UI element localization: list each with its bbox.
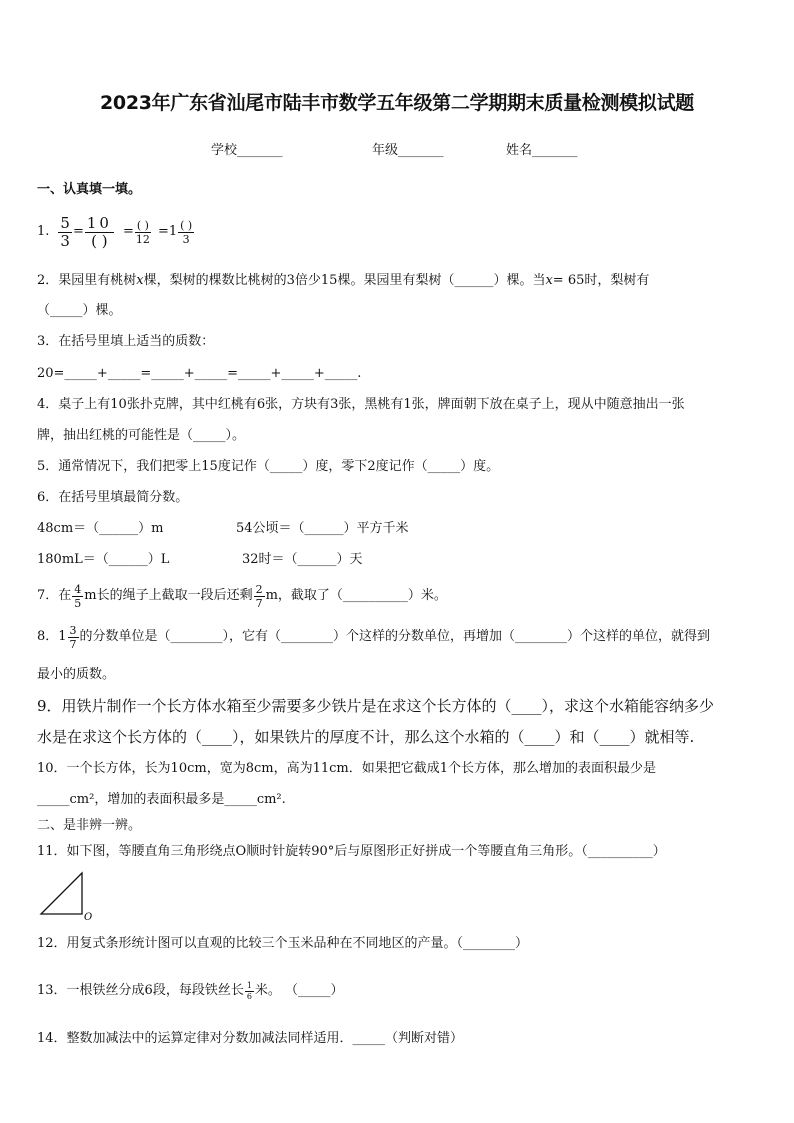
question-9-line-2: 水是在求这个长方体的（____），如果铁片的厚度不计，那么这个水箱的（____）和（____）就相等. <box>37 728 695 746</box>
question-3-line-2: 20=_____+_____=_____+_____=_____+_____+_____. <box>37 366 362 381</box>
q1-number: 1. <box>37 224 50 239</box>
q1-equals-1: = <box>72 224 84 239</box>
question-12: 12．用复式条形统计图可以直观的比较三个玉米品种在不同地区的产量。（________） <box>37 936 529 951</box>
question-2-line-1: 2．果园里有桃树x棵，梨树的棵数比桃树的3倍少15棵。果园里有梨树（______）棵。当x= 65时，梨树有 <box>37 273 650 288</box>
question-6-heading: 6．在括号里填最简分数。 <box>37 490 189 505</box>
q1-fraction-3: $\frac{( )}{12}$ <box>135 218 150 246</box>
question-5: 5．通常情况下，我们把零上15度记作（_____）度，零下2度记作（_____）度。 <box>37 459 500 474</box>
question-8-line-1: 8．1 $\frac{3}{7}$ 的分数单位是（________），它有（________）个这样的分数单位，再增加（________）个这样的单位，就得到 <box>37 623 711 651</box>
question-4-line-2: 牌，抽出红桃的可能性是（_____）。 <box>37 428 246 443</box>
question-6-item-1: 48cm＝（______）m <box>37 521 164 536</box>
question-6-item-4: 32时＝（______）天 <box>242 552 363 567</box>
q1-fraction-1: $\frac{5}{3}$ <box>60 213 70 250</box>
question-7: 7．在 $\frac{4}{5}$ m长的绳子上截取一段后还剩 $\frac{2}{7}$ m，截取了（__________）米。 <box>37 582 447 610</box>
question-9-line-1: 9．用铁片制作一个长方体水箱至少需要多少铁片是在求这个长方体的（____），求这个水箱能容纳多少 <box>37 697 715 715</box>
q13-fraction: $\frac{1}{6}$ <box>246 980 252 1001</box>
question-4-line-1: 4．桌子上有10张扑克牌，其中红桃有6张，方块有3张，黑桃有1张，牌面朝下放在桌子上，现从中随意抽出一张 <box>37 397 685 412</box>
q1-fraction-2: $\frac{10}{( )}$ <box>86 213 112 250</box>
right-triangle-figure <box>38 870 98 922</box>
q1-equals-3: =1 <box>157 224 178 239</box>
question-2-line-2: （_____）棵。 <box>37 303 122 318</box>
question-6-item-2: 54公顷＝（______）平方千米 <box>236 521 409 536</box>
question-14: 14．整数加减法中的运算定律对分数加减法同样适用．_____（判断对错） <box>37 1031 464 1046</box>
question-11: 11．如下图，等腰直角三角形绕点O顺时针旋转90°后与原图形正好拼成一个等腰直角三角形。（__________） <box>37 844 666 859</box>
section-1-heading: 一、认真填一填。 <box>37 182 142 197</box>
q7-fraction-1: $\frac{4}{5}$ <box>74 582 82 610</box>
question-6-item-3: 180mL＝（______）L <box>37 552 170 567</box>
q1-equals-2: = <box>122 224 134 239</box>
section-2-heading: 二、是非辨一辨。 <box>37 818 142 833</box>
point-o-label: O <box>84 912 93 922</box>
question-13: 13．一根铁丝分成6段，每段铁丝长 $\frac{1}{6}$ 米。 （_____） <box>37 980 344 1001</box>
page-title: 2023年广东省汕尾市陆丰市数学五年级第二学期期末质量检测模拟试题 <box>100 92 694 114</box>
school-field: 学校_______ <box>211 143 283 158</box>
q1-fraction-4: $\frac{( )}{3}$ <box>180 218 193 246</box>
question-1 <box>37 212 195 252</box>
q8-fraction: $\frac{3}{7}$ <box>69 623 77 651</box>
grade-field: 年级_______ <box>372 143 444 158</box>
question-8-line-2: 最小的质数。 <box>37 667 116 682</box>
q7-fraction-2: $\frac{2}{7}$ <box>255 582 263 610</box>
name-field: 姓名_______ <box>506 143 578 158</box>
question-3-line-1: 3．在括号里填上适当的质数： <box>37 334 215 349</box>
question-10-line-1: 10．一个长方体，长为10cm，宽为8cm，高为11cm．如果把它截成1个长方体，那么增加的表面积最少是 <box>37 761 656 776</box>
triangle-shape <box>41 873 82 914</box>
question-10-line-2: _____cm²，增加的表面积最多是_____cm². <box>37 792 286 807</box>
